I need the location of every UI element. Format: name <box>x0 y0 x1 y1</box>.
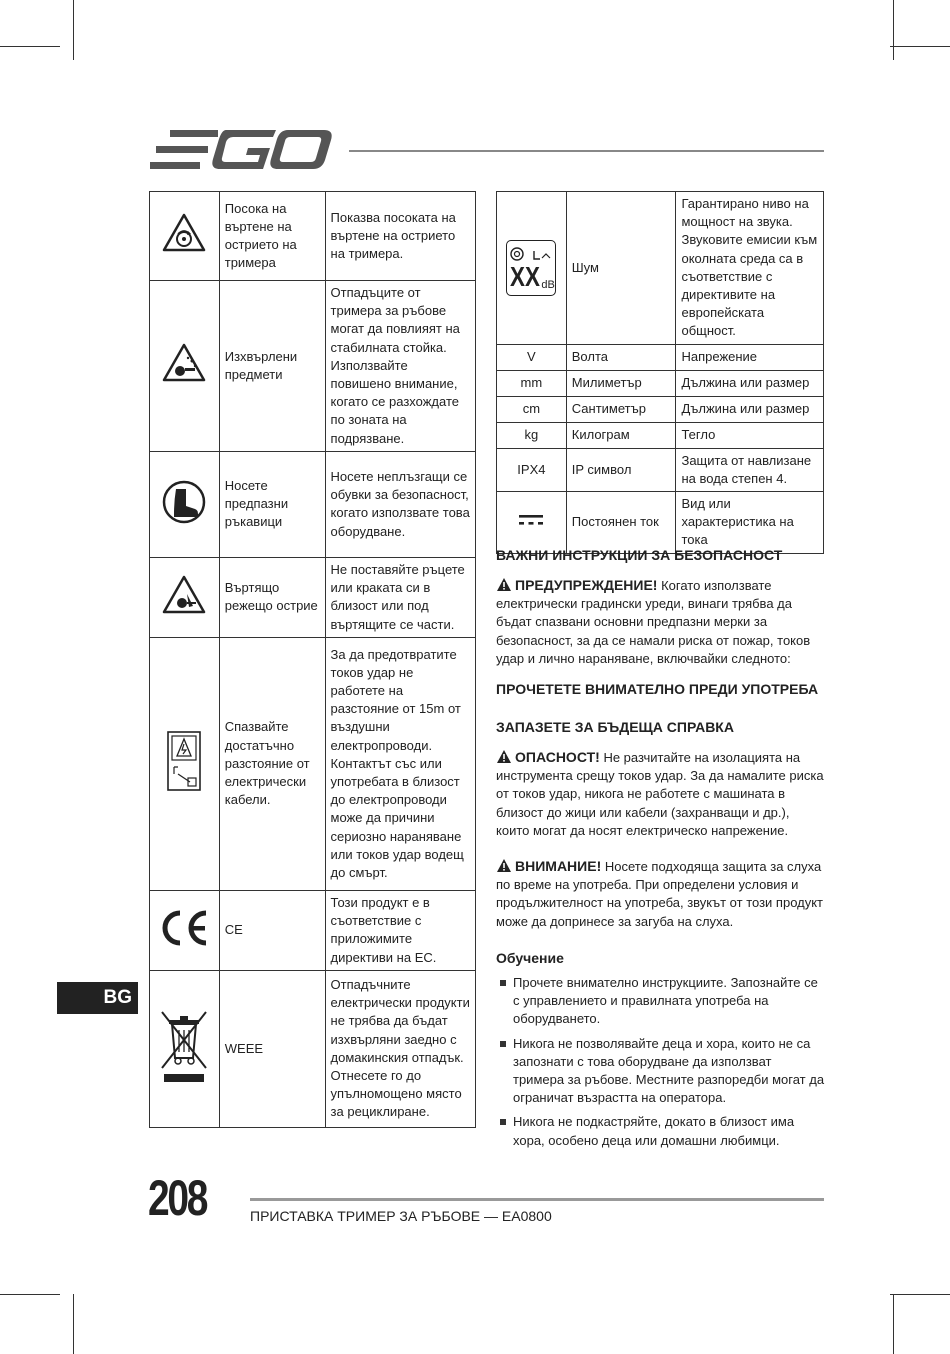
table-cell <box>150 970 220 1127</box>
symbol-description: Защита от навлизане на вода степен 4. <box>676 448 824 491</box>
noise-level-unit: dB <box>541 278 555 291</box>
unit-symbol: V <box>497 344 567 370</box>
symbol-name: Волта <box>566 344 676 370</box>
symbol-description: За да предотвратите токов удар не работете на разстояние от 15m от въздушни електропроводи. Контактът със или употребата в близост до електропроводи може да причини сериозно нараняване или токов удар водещ до смърт. <box>325 637 475 890</box>
symbol-table-right <box>496 191 824 554</box>
symbol-description: Отпадъците от тримера за ръбове могат да повлияят на стабилната стойка. Използвайте повишено внимание, когато се разхождате по зоната на подрязване. <box>325 281 475 452</box>
warning-label: ПРЕДУПРЕЖДЕНИЕ! <box>515 577 658 593</box>
table-row <box>150 890 476 970</box>
symbol-description: Носете неплъзгащи се обувки за безопасност, когато използвате това оборудване. <box>325 451 475 557</box>
symbol-table-left <box>149 191 476 1128</box>
table-cell <box>150 192 220 281</box>
table-cell <box>150 637 220 890</box>
table-row <box>150 557 476 637</box>
symbol-name: Посока на въртене на острието на тримера <box>219 192 325 281</box>
training-list <box>496 974 826 1156</box>
list-item: Никога не позволявайте деца и хора, които не са запознати с това оборудване да използват тримера за ръбове. Местните разпоредби могат да ограничат възрастта на оператора. <box>496 1035 826 1108</box>
electric-cable-distance-icon <box>166 730 202 792</box>
table-row <box>497 422 824 448</box>
crop-mark <box>893 0 894 60</box>
symbol-name: Въртящо режещо острие <box>219 557 325 637</box>
symbol-name: Шум <box>566 192 676 345</box>
list-item: Прочете внимателно инструкциите. Запознайте се с управлението и правилната употреба на оборудването. <box>496 974 826 1029</box>
symbol-name: Сантиметър <box>566 396 676 422</box>
direct-current-icon <box>518 513 544 527</box>
rotating-blade-icon <box>161 574 207 616</box>
rotation-direction-icon <box>161 212 207 254</box>
thrown-objects-icon <box>161 342 207 384</box>
danger-text: Не разчитайте на изолацията на инструмента срещу токов удар. За да намалите риска от токов удар, никога не работете с машината в близост до жици или кабели (захранващи и др.), които могат да носят електрическо напрежение. <box>496 750 824 838</box>
table-row <box>497 396 824 422</box>
symbol-description: Този продукт е в съответствие с приложимите директиви на ЕС. <box>325 890 475 970</box>
read-before-use-heading: ПРОЧЕТЕТЕ ВНИМАТЕЛНО ПРЕДИ УПОТРЕБА <box>496 681 819 697</box>
caution-paragraph <box>496 857 826 931</box>
symbol-name: Изхвърлени предмети <box>219 281 325 452</box>
symbol-name: Милиметър <box>566 370 676 396</box>
symbol-name: Постоянен ток <box>566 492 676 554</box>
weee-bin-icon <box>158 1008 210 1084</box>
table-cell <box>150 890 220 970</box>
crop-mark <box>893 1294 894 1354</box>
symbol-description: Вид или характеристика на тока <box>676 492 824 554</box>
table-row <box>497 492 824 554</box>
page-number: 208 <box>148 1170 207 1226</box>
ego-logo <box>148 128 333 172</box>
table-row <box>150 451 476 557</box>
crop-mark <box>73 1294 74 1354</box>
crop-mark <box>73 0 74 60</box>
safety-boots-icon <box>161 479 207 525</box>
warning-triangle-icon <box>496 577 512 592</box>
list-item: Никога не подкастряйте, докато в близост има хора, особено деца или домашни любимци. <box>496 1113 826 1149</box>
noise-level-value: XX <box>510 260 541 292</box>
ce-mark-icon <box>158 908 210 948</box>
symbol-name: Килограм <box>566 422 676 448</box>
unit-symbol: kg <box>497 422 567 448</box>
safety-heading: ВАЖНИ ИНСТРУКЦИИ ЗА БЕЗОПАСНОСТ <box>496 547 783 563</box>
footer-rule <box>250 1198 824 1201</box>
warning-triangle-icon <box>496 858 512 873</box>
warning-paragraph <box>496 576 826 668</box>
symbol-description: Не поставяйте ръцете или краката си в близост или под въртящите се части. <box>325 557 475 637</box>
table-cell <box>150 281 220 452</box>
header-rule <box>349 150 824 152</box>
footer-title: ПРИСТАВКА ТРИМЕР ЗА РЪБОВЕ — EA0800 <box>250 1208 552 1224</box>
language-tab: BG <box>57 982 138 1014</box>
noise-level-icon <box>506 240 556 296</box>
save-for-reference-heading: ЗАПАЗЕТЕ ЗА БЪДЕЩА СПРАВКА <box>496 719 734 735</box>
table-cell <box>497 192 567 345</box>
symbol-name: WEEE <box>219 970 325 1127</box>
table-row <box>497 344 824 370</box>
table-row <box>150 970 476 1127</box>
danger-label: ОПАСНОСТ! <box>515 749 600 765</box>
training-heading: Обучение <box>496 950 564 966</box>
unit-symbol: cm <box>497 396 567 422</box>
symbol-description: Гарантирано ниво на мощност на звука. Звуковите емисии към околната среда са в съответствие с директивите на европейската общност. <box>676 192 824 345</box>
table-row <box>150 637 476 890</box>
symbol-description: Напрежение <box>676 344 824 370</box>
warning-text: Когато използвате електрически градински уреди, винаги трябва да бъдат спазвани основни предпазни мерки за безопасност, за да се намали риска от пожар, токов удар и лично нараняване, включвайки следното: <box>496 578 811 666</box>
unit-symbol: mm <box>497 370 567 396</box>
crop-mark <box>890 1294 950 1295</box>
symbol-description: Дължина или размер <box>676 396 824 422</box>
crop-mark <box>0 46 60 47</box>
symbol-name: Спазвайте достатъчно разстояние от електрически кабели. <box>219 637 325 890</box>
danger-paragraph <box>496 748 826 840</box>
table-row <box>497 448 824 491</box>
symbol-name: Носете предпазни ръкавици <box>219 451 325 557</box>
symbol-description: Дължина или размер <box>676 370 824 396</box>
crop-mark <box>0 1294 60 1295</box>
table-row <box>497 370 824 396</box>
caution-label: ВНИМАНИЕ! <box>515 858 602 874</box>
table-row <box>150 192 476 281</box>
symbol-name: CE <box>219 890 325 970</box>
table-cell <box>150 451 220 557</box>
unit-symbol: IPX4 <box>497 448 567 491</box>
symbol-name: IP символ <box>566 448 676 491</box>
table-row <box>150 281 476 452</box>
caution-text: Носете подходяща защита за слуха по време на употреба. При определени условия и продължителност на употреба, звукът от този продукт може да допринесе за загуба на слуха. <box>496 859 824 929</box>
symbol-description: Отпадъчните електрически продукти не трябва да бъдат изхвърляни заедно с домакинския отпадък. Отнесете го до упълномощено място за рециклиране. <box>325 970 475 1127</box>
warning-triangle-icon <box>496 749 512 764</box>
table-row <box>497 192 824 345</box>
symbol-description: Показва посоката на въртене на острието на тримера. <box>325 192 475 281</box>
crop-mark <box>890 46 950 47</box>
table-cell <box>150 557 220 637</box>
symbol-description: Тегло <box>676 422 824 448</box>
table-cell <box>497 492 567 554</box>
